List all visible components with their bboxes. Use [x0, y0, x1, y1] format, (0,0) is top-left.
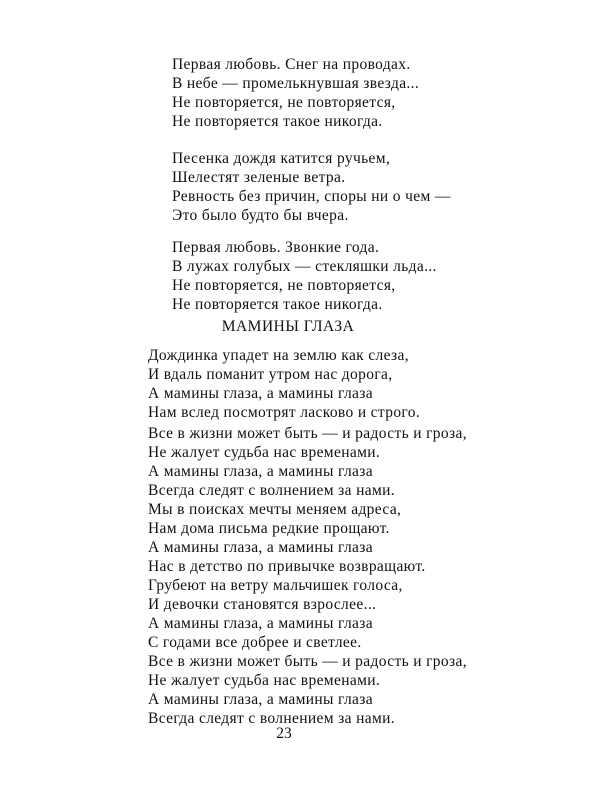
verse-line: Ревность без причин, споры ни о чем —	[172, 188, 451, 205]
poem2-stanza-4	[148, 576, 403, 652]
poem2-stanza-1	[148, 346, 420, 422]
verse-line: А мамины глаза, а мамины глаза	[148, 463, 373, 480]
verse-line: Не повторяется такое никогда.	[172, 296, 383, 313]
verse-line: А мамины глаза, а мамины глаза	[148, 691, 373, 708]
verse-line: Первая любовь. Снег на проводах.	[172, 56, 411, 73]
verse-line: Это было будто бы вчера.	[172, 207, 349, 224]
verse-line: Дождинка упадет на землю как слеза,	[148, 347, 409, 364]
verse-line: И девочки становятся взрослее...	[148, 596, 377, 613]
verse-line: Мы в поисках мечты меняем адреса,	[148, 501, 402, 518]
verse-line: Не повторяется такое никогда.	[172, 113, 383, 130]
verse-line: И вдаль поманит утром нас дорога,	[148, 366, 393, 383]
poem1-stanza-3	[172, 238, 437, 314]
verse-line: Всегда следят с волнением за нами.	[148, 482, 395, 499]
verse-line: А мамины глаза, а мамины глаза	[148, 539, 373, 556]
verse-line: Первая любовь. Звонкие года.	[172, 239, 380, 256]
verse-line: Не жалует судьба нас временами.	[148, 672, 381, 689]
poem2-stanza-3	[148, 500, 426, 576]
poem-title: МАМИНЫ ГЛАЗА	[221, 318, 355, 335]
poem2-stanza-5	[148, 652, 467, 728]
verse-line: А мамины глаза, а мамины глаза	[148, 385, 373, 402]
poem1-stanza-1	[172, 55, 419, 131]
poem2-stanza-2	[148, 424, 467, 500]
verse-line: В лужах голубых — стекляшки льда...	[172, 258, 437, 275]
verse-line: Нам вслед посмотрят ласково и строго.	[148, 404, 421, 421]
verse-line: Все в жизни может быть — и радость и гроза,	[148, 653, 467, 670]
poem1-stanza-2	[172, 149, 451, 225]
verse-line: Не повторяется, не повторяется,	[172, 277, 396, 294]
verse-line: Нам дома письма редкие прощают.	[148, 520, 390, 537]
verse-line: С годами все добрее и светлее.	[148, 634, 362, 651]
verse-line: А мамины глаза, а мамины глаза	[148, 615, 373, 632]
verse-line: Не жалует судьба нас временами.	[148, 444, 381, 461]
verse-line: Песенка дождя катится ручьем,	[172, 150, 391, 167]
page-number: 23	[276, 725, 292, 742]
verse-line: Не повторяется, не повторяется,	[172, 94, 396, 111]
verse-line: Шелестят зеленые ветра.	[172, 169, 346, 186]
verse-line: Все в жизни может быть — и радость и гроза,	[148, 425, 467, 442]
verse-line: В небе — промелькнувшая звезда...	[172, 75, 420, 92]
verse-line: Грубеют на ветру мальчишек голоса,	[148, 577, 403, 594]
verse-line: Всегда следят с волнением за нами.	[148, 710, 395, 727]
verse-line: Нас в детство по привычке возвращают.	[148, 558, 426, 575]
